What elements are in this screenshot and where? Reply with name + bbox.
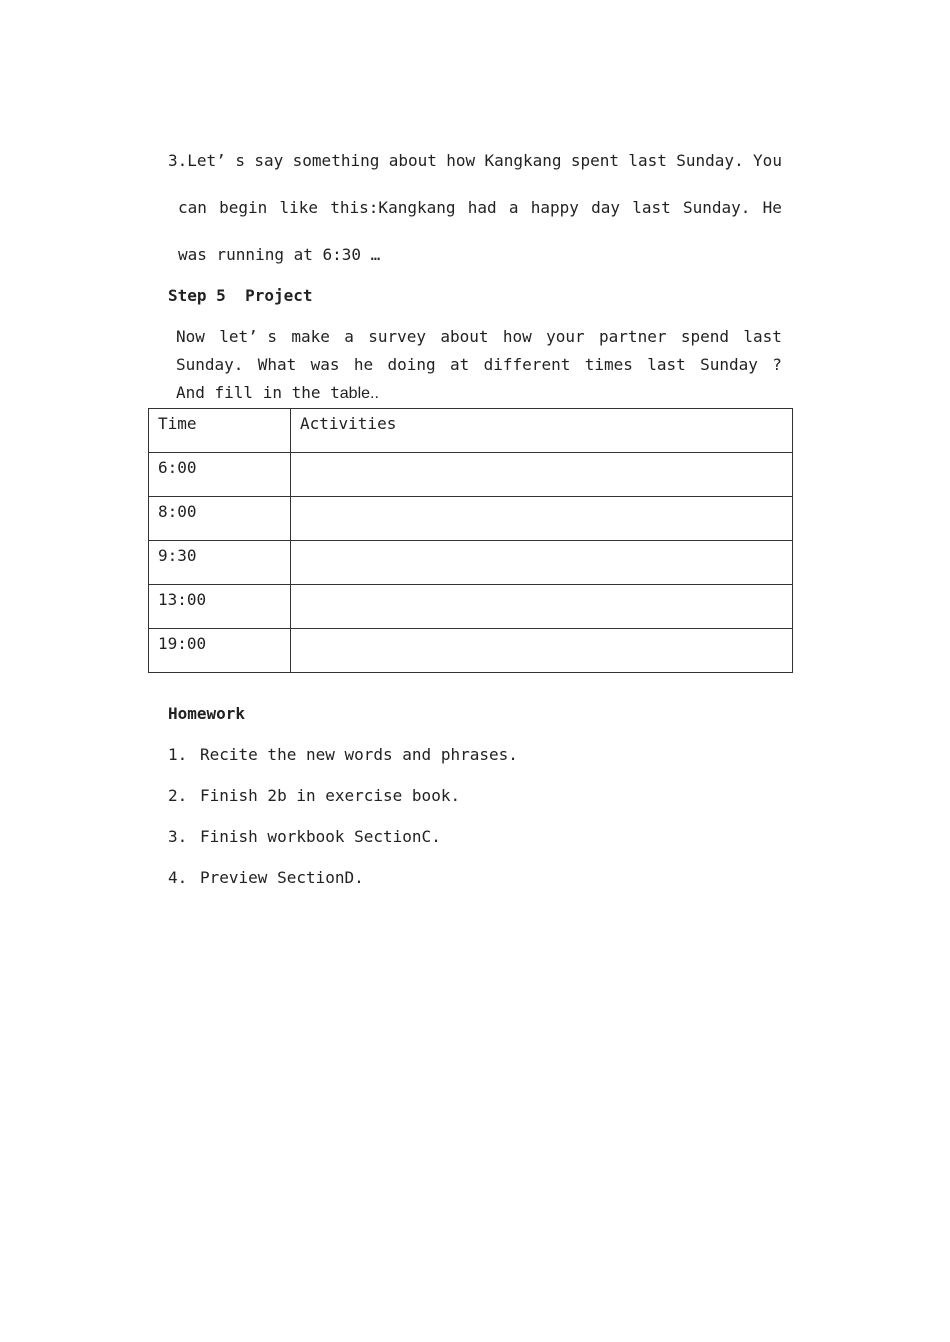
item-text: Preview SectionD. [200,868,364,887]
word: let’ s [219,327,278,346]
table-row [149,629,793,673]
activity-cell[interactable] [291,541,793,585]
word: say [254,151,284,170]
task3-line-2 [178,198,782,218]
word: 3.Let’ s [168,151,246,170]
word: Sunday. [676,151,744,170]
word: a [344,327,354,346]
task3-line-3: was running at 6:30 … [178,245,381,264]
word: your [546,327,585,346]
word: about [388,151,437,170]
word: something [292,151,380,170]
word: What [257,355,297,374]
activity-cell[interactable] [291,453,793,497]
word: a [508,198,519,217]
table-row [149,453,793,497]
word: survey [368,327,427,346]
activity-cell[interactable] [291,497,793,541]
time-cell: 8:00 [149,497,291,541]
word: Now [176,327,205,346]
word: how [446,151,476,170]
word: doing [387,355,436,374]
word: spent [570,151,620,170]
table-header-row [149,409,793,453]
word: different [483,355,571,374]
word: had [467,198,497,217]
word: spend [680,327,729,346]
word: can [178,198,207,217]
word: Kangkang [484,151,562,170]
word: how [502,327,532,346]
text-segment: able.. [339,385,379,402]
item-number: 2. [168,786,188,805]
word: was [310,355,340,374]
word: begin [219,198,268,217]
header-cell-time: Time [149,409,291,453]
item-text: Finish workbook SectionC. [200,827,441,846]
item-text: Recite the new words and phrases. [200,745,518,764]
word: this:Kangkang [330,198,456,217]
step5-para-line-1 [176,327,782,347]
time-cell: 9:30 [149,541,291,585]
word: last [632,198,671,217]
item-number: 1. [168,745,188,764]
time-cell: 13:00 [149,585,291,629]
word: day [591,198,620,217]
word: he [353,355,374,374]
time-cell: 6:00 [149,453,291,497]
time-cell: 19:00 [149,629,291,673]
activity-cell[interactable] [291,585,793,629]
word: at [450,355,470,374]
word: last [647,355,686,374]
word: Sunday. [682,198,751,217]
homework-heading: Homework [168,704,246,723]
header-cell-activities: Activities [291,409,793,453]
task3-line-1 [168,151,782,171]
activity-cell[interactable] [291,629,793,673]
survey-table [148,408,793,673]
step5-para-line-3 [176,383,379,404]
step5-para-line-2 [176,355,782,375]
word: times [584,355,633,374]
table-row [149,585,793,629]
word: about [440,327,489,346]
step5-heading: Step 5 Project [168,286,313,305]
word: last [628,151,667,170]
word: happy [530,198,579,217]
word: like [279,198,319,217]
item-number: 3. [168,827,188,846]
word: You [753,151,782,170]
word: ? [772,355,782,374]
word: last [743,327,782,346]
word: partner [599,327,667,346]
word: Sunday [700,355,758,374]
item-text: Finish 2b in exercise book. [200,786,461,805]
word: He [762,198,782,217]
text-segment: And fill in the t [176,383,340,402]
table-row [149,541,793,585]
table-row [149,497,793,541]
word: make [291,327,330,346]
item-number: 4. [168,868,188,887]
word: Sunday. [176,355,244,374]
